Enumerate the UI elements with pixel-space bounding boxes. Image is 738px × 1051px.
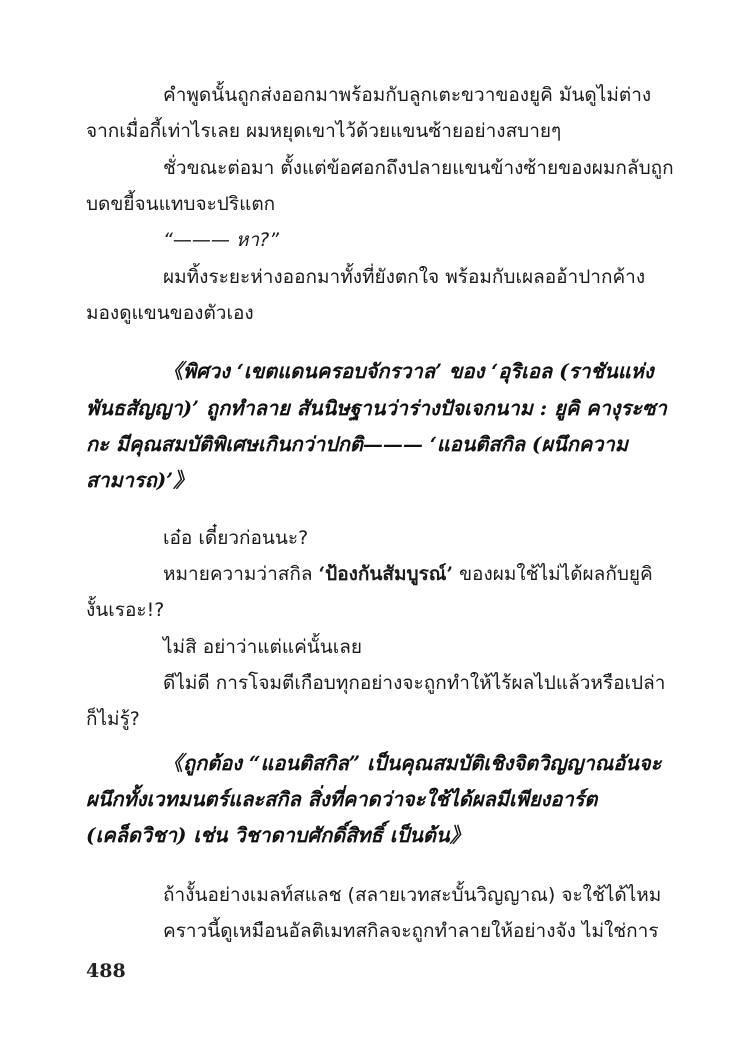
page-number: 488 (86, 960, 126, 982)
paragraph-line: ชั่วขณะต่อมา ตั้งแต่ข้อศอกถึงปลายแขนข้างซ้ายของผมกลับถูก (163, 157, 674, 179)
system-message-line: 《พิศวง ‘เขตแดนครอบจักรวาล’ ของ ‘อุริเอล (ราชันแห่ง (163, 359, 654, 383)
paragraph-line: ดีไม่ดี การโจมตีเกือบทุกอย่างจะถูกทำให้ไร้ผลไปแล้วหรือเปล่า (163, 672, 666, 694)
system-message-line: กะ มีคุณสมบัติพิเศษเกินกว่าปกติ——— ‘แอนติสกิล (ผนึกความ (86, 432, 628, 456)
paragraph-line (0, 556, 738, 592)
paragraph-line: ไม่สิ อย่าว่าแต่แค่นั้นเลย (163, 636, 363, 658)
paragraph-line: งั้นเรอะ!? (86, 599, 165, 621)
dialogue-line: “——— หา?” (163, 229, 280, 251)
paragraph-line: ก็ไม่รู้? (86, 708, 140, 730)
paragraph-line: ถ้างั้นอย่างเมลท์สแลช (สลายเวทสะบั้นวิญญาณ) จะใช้ได้ไหม (163, 884, 662, 906)
system-message-line: ผนึกทั้งเวทมนตร์และสกิล สิ่งที่คาดว่าจะใช้ได้ผลมีเพียงอาร์ต (86, 787, 598, 811)
paragraph-line: ผมทิ้งระยะห่างออกมาทั้งที่ยังตกใจ พร้อมกับเผลออ้าปากค้าง (163, 266, 646, 288)
text-span: หมายความว่าสกิล (163, 563, 319, 585)
paragraph-line: มองดูแขนของตัวเอง (86, 302, 254, 324)
paragraph-line: เอ๋อ เดี๋ยวก่อนนะ? (163, 527, 309, 549)
paragraph-line: บดขยี้จนแทบจะปริแตก (86, 193, 276, 215)
paragraph-line: คราวนี้ดูเหมือนอัลติเมทสกิลจะถูกทำลายให้อย่างจัง ไม่ใช่การ (163, 920, 659, 942)
paragraph-line: คำพูดนั้นถูกส่งออกมาพร้อมกับลูกเตะขวาของยูคิ มันดูไม่ต่าง (163, 84, 652, 106)
system-message-line: พันธสัญญา)’ ถูกทำลาย สันนิษฐานว่าร่างปัจเจกนาม : ยูคิ คางุระซา (86, 396, 667, 420)
skill-name: ‘ป้องกันสัมบูรณ์’ (318, 563, 454, 585)
system-message-line: (เคล็ดวิชา) เช่น วิชาดาบศักดิ์สิทธิ์ เป็นต้น》 (86, 823, 470, 847)
paragraph-line: จากเมื่อกี้เท่าไรเลย ผมหยุดเขาไว้ด้วยแขนซ้ายอย่างสบายๆ (86, 120, 562, 142)
text-span: ของผมใช้ไม่ได้ผลกับยูคิ (453, 563, 653, 585)
system-message-line: สามารถ)’》 (86, 468, 194, 492)
system-message-line: 《ถูกต้อง “แอนติสกิล” เป็นคุณสมบัติเชิงจิตวิญญาณอันจะ (163, 751, 662, 775)
